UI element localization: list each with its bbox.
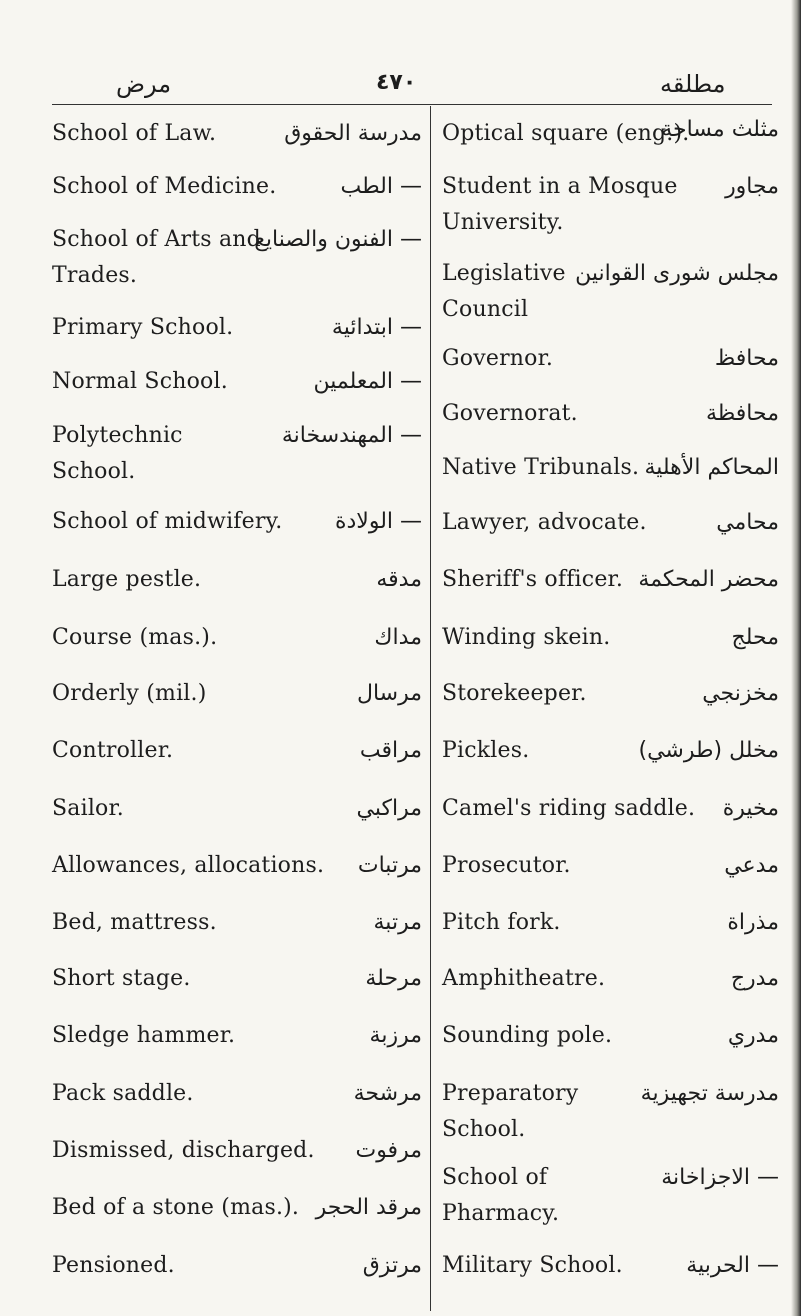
entry-arabic: — الطب (340, 174, 422, 199)
list-item (442, 562, 787, 598)
entry-arabic: مخلل (طرشي) (638, 738, 779, 763)
list-item (442, 341, 787, 377)
entry-arabic: محافظة (705, 401, 779, 426)
entry-english: Sailor. (52, 796, 124, 821)
list-item (442, 169, 787, 241)
entry-arabic: مرزبة (369, 1023, 422, 1048)
list-item (52, 562, 422, 598)
list-item (442, 1018, 787, 1054)
list-item (442, 791, 787, 827)
list-item (442, 961, 787, 997)
list-item (442, 905, 787, 941)
entry-english: Course (mas.). (52, 625, 218, 650)
list-item (52, 418, 422, 490)
entry-arabic: مرسال (356, 681, 422, 706)
entry-arabic: — الفنون والصنايع (254, 227, 422, 252)
entry-english: Bed, mattress. (52, 910, 217, 935)
list-item (52, 733, 422, 769)
list-item (52, 222, 422, 294)
list-item (52, 620, 422, 656)
header-catchword-left: مرض (116, 70, 172, 98)
page-number: ٤٧٠ (376, 70, 417, 95)
entry-english: Large pestle. (52, 567, 202, 592)
entry-arabic: مدري (727, 1023, 779, 1048)
list-item (442, 733, 787, 769)
entry-english: Preparatory School. (442, 1081, 579, 1142)
column-divider (430, 106, 431, 1311)
entry-arabic: مدرسة الحقوق (284, 121, 422, 146)
entry-arabic: مرتبات (357, 853, 422, 878)
entry-arabic: مرقد الحجر (315, 1195, 422, 1220)
list-item (442, 116, 787, 152)
entry-english: Normal School. (52, 369, 228, 394)
entry-english: Military School. (442, 1253, 623, 1278)
entry-arabic: — الحربية (686, 1253, 779, 1278)
entry-english: Pensioned. (52, 1253, 175, 1278)
entry-arabic: مجلس شورى القوانين (575, 261, 779, 286)
list-item (52, 116, 422, 152)
entry-english: School of Medicine. (52, 174, 277, 199)
entry-english: Native Tribunals. (442, 455, 640, 480)
entry-english: Legislative Council (442, 261, 566, 322)
entry-arabic: محافظ (714, 346, 779, 371)
entry-arabic: مداك (374, 625, 422, 650)
entry-english: Sheriff's officer. (442, 567, 624, 592)
entry-english: Governor. (442, 346, 554, 371)
entry-arabic: مراكبي (356, 796, 422, 821)
entry-arabic: مذراة (727, 910, 779, 935)
entry-arabic: مخيرة (722, 796, 779, 821)
entry-english: Amphitheatre. (442, 966, 606, 991)
entry-english: Allowances, allocations. (52, 853, 325, 878)
entry-arabic: مدرسة تجهيزية (640, 1081, 779, 1106)
list-item (442, 450, 787, 486)
list-item (442, 848, 787, 884)
entry-arabic: محامي (716, 510, 779, 535)
entry-arabic: — الاجزاخانة (661, 1165, 779, 1190)
list-item (52, 504, 422, 540)
list-item (52, 961, 422, 997)
entry-arabic: — المعلمين (313, 369, 422, 394)
entry-english: Governorat. (442, 401, 578, 426)
list-item (52, 848, 422, 884)
list-item (52, 1018, 422, 1054)
entry-english: School of Pharmacy. (442, 1165, 560, 1226)
entry-arabic: — ابتدائية (331, 315, 422, 340)
entry-english: Camel's riding saddle. (442, 796, 696, 821)
entry-english: Pickles. (442, 738, 530, 763)
list-item (52, 1076, 422, 1112)
entry-arabic: مرشحة (353, 1081, 422, 1106)
list-item (52, 364, 422, 400)
entry-arabic: مجاور (725, 174, 779, 199)
entry-arabic: — الولادة (334, 509, 422, 534)
entry-english: Bed of a stone (mas.). (52, 1195, 300, 1220)
entry-english: Dismissed, discharged. (52, 1138, 315, 1163)
entry-english: School of midwifery. (52, 509, 283, 534)
list-item (442, 1076, 787, 1148)
entry-english: Student in a Mosque University. (442, 174, 678, 235)
entry-arabic: مرتزق (362, 1253, 422, 1278)
list-item (52, 905, 422, 941)
header-rule (52, 104, 772, 105)
entry-english: Pack saddle. (52, 1081, 194, 1106)
entry-arabic: محلج (731, 625, 779, 650)
entry-english: Controller. (52, 738, 174, 763)
list-item (52, 1133, 422, 1169)
entry-english: Pitch fork. (442, 910, 561, 935)
entry-arabic: مدعي (724, 853, 779, 878)
header-catchword-right: مطلقه (660, 70, 726, 98)
entry-arabic: مرتبة (373, 910, 422, 935)
entry-arabic: — المهندسخانة (281, 423, 422, 448)
list-item (52, 310, 422, 346)
entry-english: Optical square (eng.). (442, 121, 690, 146)
entry-english: Primary School. (52, 315, 234, 340)
list-item (442, 505, 787, 541)
entry-arabic: مراقب (359, 738, 422, 763)
list-item (52, 791, 422, 827)
entry-arabic: مرحلة (365, 966, 422, 991)
entry-arabic: مرفوت (355, 1138, 422, 1163)
page-edge-shadow (791, 0, 801, 1316)
entry-english: School of Arts and Trades. (52, 227, 261, 288)
list-item (52, 169, 422, 205)
entry-english: Lawyer, advocate. (442, 510, 647, 535)
page-header (0, 0, 801, 100)
entry-english: Winding skein. (442, 625, 611, 650)
entry-arabic: مثلث مساحة (661, 117, 779, 142)
list-item (52, 676, 422, 712)
list-item (442, 396, 787, 432)
entry-arabic: مخزنجي (702, 681, 779, 706)
entry-english: Polytechnic School. (52, 423, 183, 484)
list-item (52, 1190, 422, 1226)
entry-english: Orderly (mil.) (52, 681, 207, 706)
entry-english: Sounding pole. (442, 1023, 613, 1048)
list-item (52, 1248, 422, 1284)
entry-english: Prosecutor. (442, 853, 571, 878)
entry-english: Short stage. (52, 966, 191, 991)
entry-english: Sledge hammer. (52, 1023, 236, 1048)
entry-arabic: مدرج (730, 966, 779, 991)
entry-arabic: مدقه (376, 567, 422, 592)
entry-arabic: المحاكم الأهلية (644, 455, 779, 480)
entry-english: Storekeeper. (442, 681, 587, 706)
list-item (442, 620, 787, 656)
entry-english: School of Law. (52, 121, 217, 146)
list-item (442, 1160, 787, 1232)
list-item (442, 1248, 787, 1284)
list-item (442, 256, 787, 328)
list-item (442, 676, 787, 712)
entry-arabic: محضر المحكمة (638, 567, 779, 592)
